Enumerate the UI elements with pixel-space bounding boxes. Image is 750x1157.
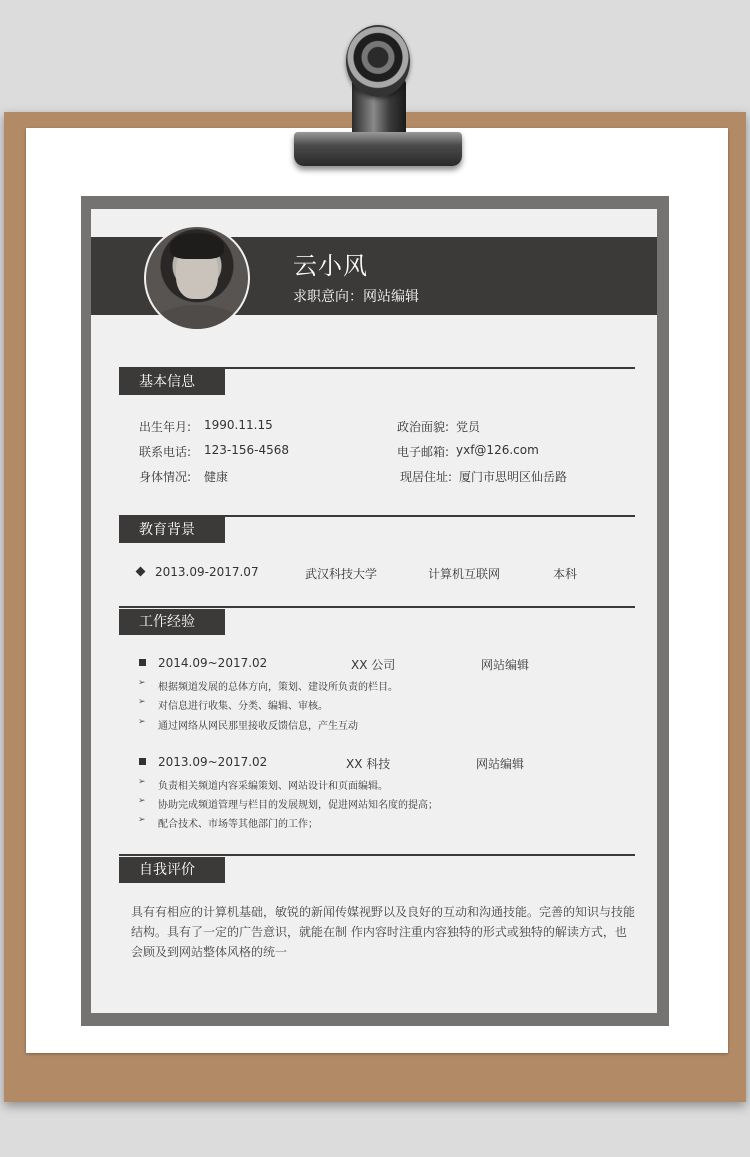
work-1-duty-1: 根据频道发展的总体方向，策划、建设所负责的栏目。 [158, 682, 398, 693]
work-2-duty-3: 配合技术、市场等其他部门的工作； [158, 819, 318, 830]
arrow-bullet-icon: ➢ [138, 697, 146, 707]
edu-degree: 本科 [553, 567, 578, 581]
avatar-body [152, 305, 242, 331]
address-value: 厦门市思明区仙岳路 [459, 470, 568, 484]
email-value: yxf@126.com [456, 443, 539, 457]
square-bullet-icon [139, 659, 146, 666]
edu-major: 计算机互联网 [428, 567, 501, 581]
phone-label: 联系电话: [139, 445, 192, 459]
address-label: 现居住址: [400, 470, 453, 484]
work-2-duty-1: 负责相关频道内容采编策划、网站设计和页面编辑。 [158, 781, 388, 792]
job-intent-label: 求职意向： [293, 289, 363, 305]
section-title-education: 教育背景 [119, 517, 225, 543]
edu-school: 武汉科技大学 [305, 567, 378, 581]
work-1-duty-3: 通过网络从网民那里接收反馈信息，产生互动 [158, 721, 358, 732]
arrow-bullet-icon: ➢ [138, 717, 146, 727]
work-2-position: 网站编辑 [476, 757, 525, 771]
arrow-bullet-icon: ➢ [138, 796, 146, 806]
square-bullet-icon [139, 758, 146, 765]
edu-period: 2013.09-2017.07 [155, 565, 259, 579]
arrow-bullet-icon: ➢ [138, 815, 146, 825]
candidate-name: 云小风 [293, 252, 368, 280]
work-1-position: 网站编辑 [481, 658, 530, 672]
section-title-self: 自我评价 [119, 857, 225, 883]
self-evaluation-text: 具有有相应的计算机基础，敏锐的新闻传媒视野以及良好的互动和沟通技能。完善的知识与技能结构。具有了一定的广告意识，就能在制 作内容时注重内容独特的形式或独特的解读方式，也会顾及到网站整体风格的统一 [131, 905, 636, 959]
avatar-hair [170, 233, 224, 259]
work-2-period: 2013.09~2017.02 [158, 755, 268, 769]
health-label: 身体情况: [139, 470, 192, 484]
section-line-self [119, 854, 635, 856]
job-intent [293, 286, 419, 306]
work-2-duty-2: 协助完成频道管理与栏目的发展规划，促进网站知名度的提高； [158, 800, 438, 811]
work-1-duty-2: 对信息进行收集、分类、编辑、审核。 [158, 701, 328, 712]
email-label: 电子邮箱: [397, 445, 450, 459]
clip-ring-icon [346, 25, 410, 97]
job-intent-value: 网站编辑 [363, 289, 419, 305]
work-1-company: XX 公司 [351, 658, 396, 672]
work-1-period: 2014.09~2017.02 [158, 656, 268, 670]
arrow-bullet-icon: ➢ [138, 777, 146, 787]
birth-value: 1990.11.15 [204, 418, 273, 432]
politics-label: 政治面貌: [397, 420, 450, 434]
phone-value: 123-156-4568 [204, 443, 290, 457]
birth-label: 出生年月: [139, 420, 192, 434]
politics-value: 党员 [456, 420, 481, 434]
section-title-work: 工作经验 [119, 609, 225, 635]
work-2-company: XX 科技 [346, 757, 391, 771]
section-line-work [119, 606, 635, 608]
arrow-bullet-icon: ➢ [138, 678, 146, 688]
health-value: 健康 [204, 470, 229, 484]
clip-plate [294, 132, 462, 166]
avatar [144, 225, 250, 331]
section-title-basic: 基本信息 [119, 369, 225, 395]
